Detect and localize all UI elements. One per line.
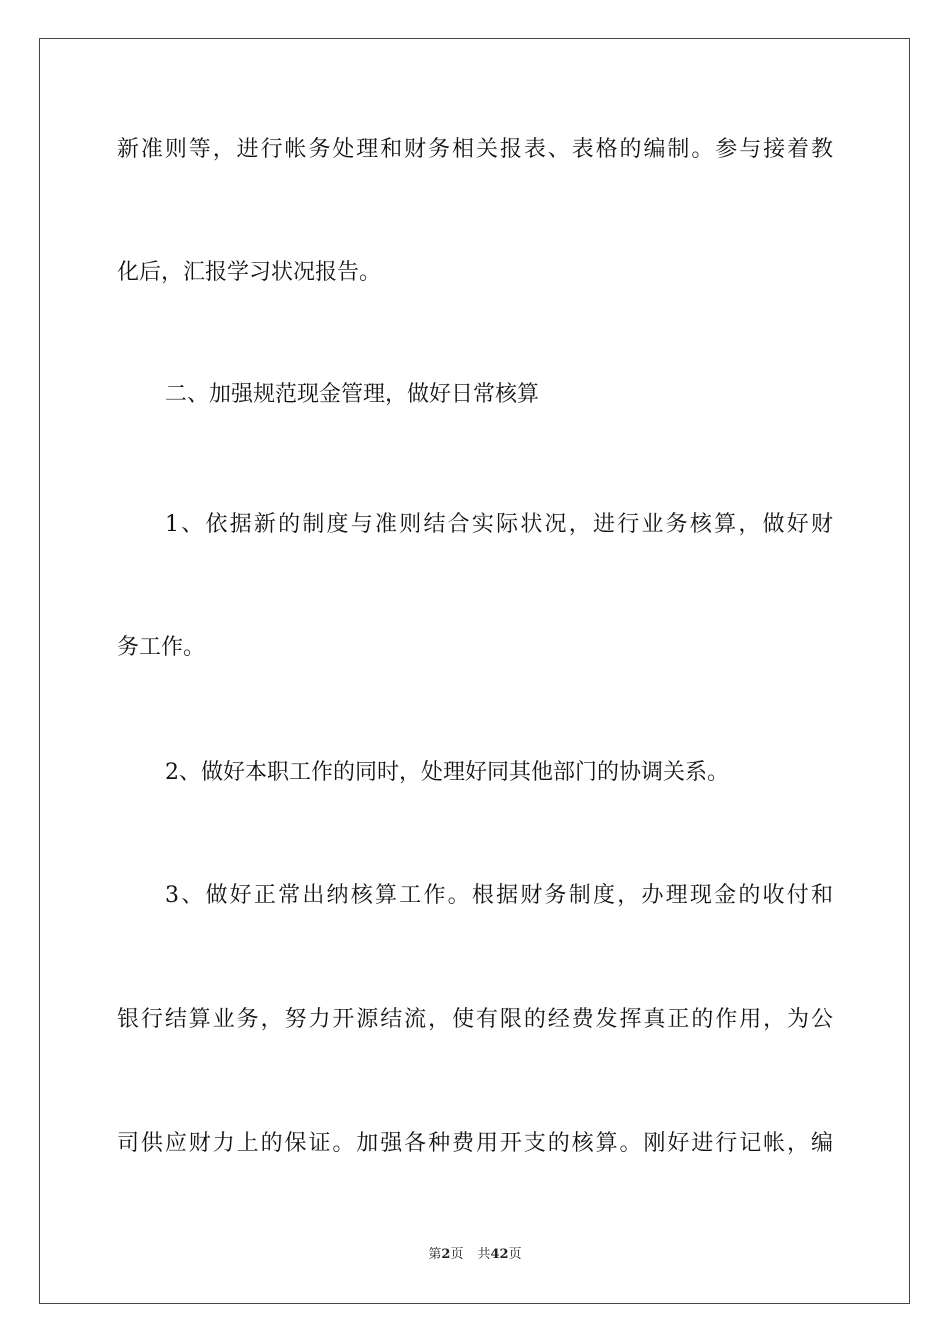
page-prefix: 第 — [428, 1247, 442, 1262]
body-text-line: 银行结算业务，努力开源结流，使有限的经费发挥真正的作用，为公 — [117, 1007, 833, 1032]
total-prefix: 共 — [477, 1247, 491, 1262]
body-text-line: 新准则等，进行帐务处理和财务相关报表、表格的编制。参与接着教 — [117, 137, 833, 162]
total-suffix: 页 — [508, 1247, 522, 1262]
body-text-line: 务工作。 — [117, 635, 206, 660]
total-pages: 42 — [490, 1247, 509, 1262]
body-text-line: 3、做好正常出纳核算工作。根据财务制度，办理现金的收付和 — [165, 883, 833, 908]
body-text-line: 化后，汇报学习状况报告。 — [117, 260, 382, 285]
page-footer — [0, 1246, 950, 1264]
body-text-line: 2、做好本职工作的同时，处理好同其他部门的协调关系。 — [165, 760, 729, 785]
page-border — [39, 38, 910, 1304]
body-text-line: 1、依据新的制度与准则结合实际状况，进行业务核算，做好财 — [165, 512, 833, 537]
body-text-line: 司供应财力上的保证。加强各种费用开支的核算。刚好进行记帐，编 — [117, 1131, 833, 1156]
page-number: 2 — [441, 1247, 451, 1262]
section-heading: 二、加强规范现金管理，做好日常核算 — [165, 382, 540, 407]
page-suffix: 页 — [450, 1247, 464, 1262]
